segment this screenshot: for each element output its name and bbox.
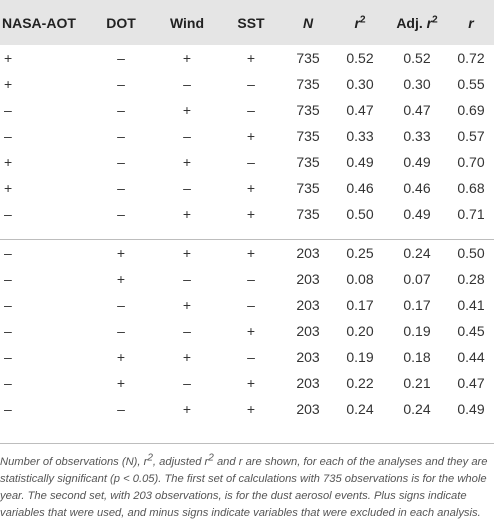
- cell-sst: +: [246, 375, 256, 391]
- cell-r-squared: 0.17: [346, 297, 374, 313]
- cell-n: 203: [296, 297, 320, 313]
- cell-sst: –: [247, 76, 255, 92]
- cell-r: 0.68: [457, 180, 485, 196]
- cell-n: 203: [296, 401, 320, 417]
- cell-wind: +: [182, 102, 192, 118]
- cell-r: 0.50: [448, 240, 494, 267]
- cell-r-squared: 0.33: [346, 128, 374, 144]
- cell-wind: +: [182, 401, 192, 417]
- cell-r-squared: 0.08: [346, 271, 374, 287]
- cell-r-squared: 0.52: [346, 50, 374, 66]
- header-adj-r-label: r: [426, 14, 433, 31]
- table-footnote: [0, 443, 494, 522]
- cell-wind: –: [183, 76, 191, 92]
- cell-nasa-aot: –: [4, 297, 12, 313]
- cell-wind: –: [183, 180, 191, 196]
- cell-wind: +: [182, 206, 192, 222]
- cell-adj-r-squared: 0.30: [403, 76, 431, 92]
- cell-sst: –: [247, 102, 255, 118]
- cell-wind: –: [183, 375, 191, 391]
- cell-wind: +: [182, 349, 192, 365]
- header-wind: Wind: [169, 14, 205, 31]
- cell-nasa-aot: +: [4, 154, 13, 170]
- cell-nasa-aot: +: [4, 76, 13, 92]
- cell-adj-r-squared: 0.47: [403, 102, 431, 118]
- cell-adj-r-squared: 0.49: [403, 154, 431, 170]
- cell-dot: –: [117, 401, 125, 417]
- cell-r-squared: 0.49: [346, 154, 374, 170]
- cell-sst: +: [246, 401, 256, 417]
- cell-dot: –: [117, 323, 125, 339]
- table-row: [0, 123, 494, 149]
- cell-adj-r-squared: 0.49: [403, 206, 431, 222]
- cell-wind: –: [183, 323, 191, 339]
- cell-n: 735: [296, 180, 320, 196]
- table-row: [0, 318, 494, 344]
- cell-sst: –: [247, 297, 255, 313]
- cell-wind: +: [154, 240, 220, 267]
- cell-wind: +: [182, 297, 192, 313]
- note-part-4: are shown, for each of the analyses and they are statistically significant (p < 0.05). The first set of calculations with 735 observations is for the whole year. The second set, with 203 observations, is for the dust aerosol events. Plus signs indicate variables that were used, and minus signs indicate variables that were excluded in each analysis.: [0, 456, 488, 519]
- cell-adj-r-squared: 0.21: [403, 375, 431, 391]
- table-row: [0, 396, 494, 422]
- header-dot: DOT: [106, 14, 136, 31]
- cell-n: 735: [296, 102, 320, 118]
- cell-dot: +: [116, 375, 126, 391]
- cell-dot: +: [116, 349, 126, 365]
- cell-adj-r-squared: 0.07: [403, 271, 431, 287]
- cell-dot: –: [117, 297, 125, 313]
- table-row: [0, 344, 494, 370]
- header-nasa-aot: NASA-AOT: [2, 14, 76, 31]
- table-row: [0, 370, 494, 396]
- cell-nasa-aot: –: [4, 102, 12, 118]
- cell-sst: +: [246, 180, 256, 196]
- cell-nasa-aot: –: [4, 323, 12, 339]
- cell-dot: +: [116, 271, 126, 287]
- cell-nasa-aot: –: [4, 206, 12, 222]
- note-part-3: and: [213, 456, 239, 468]
- cell-n: 735: [296, 50, 320, 66]
- group-spacer: [0, 227, 494, 240]
- cell-dot: –: [117, 50, 125, 66]
- cell-sst: +: [246, 323, 256, 339]
- cell-r: 0.70: [457, 154, 485, 170]
- cell-r-squared: 0.50: [346, 206, 374, 222]
- note-sup-2: 2: [208, 452, 214, 464]
- table-row: [0, 201, 494, 227]
- cell-nasa-aot: –: [4, 271, 12, 287]
- cell-dot: –: [117, 128, 125, 144]
- cell-r: 0.49: [457, 401, 485, 417]
- note-part-2: , adjusted: [152, 456, 205, 468]
- note-r-1: r: [143, 456, 148, 468]
- cell-adj-r-squared: 0.19: [403, 323, 431, 339]
- cell-nasa-aot: –: [4, 128, 12, 144]
- table-row: [0, 266, 494, 292]
- cell-n: 735: [296, 76, 320, 92]
- note-part-1: Number of observations (N),: [0, 456, 144, 468]
- cell-nasa-aot: –: [4, 401, 12, 417]
- cell-n: 735: [296, 206, 320, 222]
- table-row: [0, 292, 494, 318]
- cell-n: 203: [282, 240, 334, 267]
- table-header-row: [0, 0, 494, 45]
- header-r-squared-label: r: [354, 14, 360, 31]
- cell-r: 0.41: [457, 297, 485, 313]
- cell-r-squared: 0.47: [346, 102, 374, 118]
- cell-adj-r-squared: 0.33: [403, 128, 431, 144]
- cell-r: 0.44: [457, 349, 485, 365]
- header-adj-sup: 2: [432, 13, 438, 25]
- cell-dot: –: [117, 102, 125, 118]
- cell-dot: –: [117, 206, 125, 222]
- cell-n: 203: [296, 271, 320, 287]
- table-row: [0, 240, 494, 267]
- cell-adj-r-squared: 0.17: [403, 297, 431, 313]
- cell-dot: –: [117, 180, 125, 196]
- group-spacer-cell: [0, 227, 494, 240]
- table-row: [0, 97, 494, 123]
- cell-wind: –: [183, 128, 191, 144]
- note-r-3: r: [238, 456, 243, 468]
- cell-wind: –: [183, 271, 191, 287]
- cell-r-squared: 0.22: [346, 375, 374, 391]
- cell-r: 0.71: [457, 206, 485, 222]
- cell-r: 0.72: [457, 50, 485, 66]
- cell-sst: +: [246, 50, 256, 66]
- cell-adj-r-squared: 0.52: [403, 50, 431, 66]
- header-n-label: N: [302, 14, 314, 31]
- cell-sst: –: [247, 349, 255, 365]
- note-r-2: r: [204, 456, 209, 468]
- table-row: [0, 71, 494, 97]
- cell-n: 203: [296, 323, 320, 339]
- table-body: [0, 45, 494, 422]
- cell-nasa-aot: –: [4, 349, 12, 365]
- cell-r-squared: 0.24: [346, 401, 374, 417]
- cell-r: 0.47: [457, 375, 485, 391]
- cell-sst: +: [246, 128, 256, 144]
- header-r-squared: [334, 0, 386, 45]
- cell-wind: +: [182, 50, 192, 66]
- cell-wind: +: [182, 154, 192, 170]
- table-row: [0, 149, 494, 175]
- cell-adj-r-squared: 0.18: [403, 349, 431, 365]
- cell-adj-r-squared: 0.46: [403, 180, 431, 196]
- cell-r-squared: 0.19: [346, 349, 374, 365]
- header-r-label: r: [468, 14, 474, 31]
- header-adj-label: Adj.: [396, 14, 427, 31]
- cell-nasa-aot: +: [4, 180, 13, 196]
- header-n: [282, 0, 334, 45]
- table-row: [0, 175, 494, 201]
- note-sup-1: 2: [147, 452, 153, 464]
- cell-nasa-aot: +: [4, 50, 13, 66]
- cell-r: 0.69: [457, 102, 485, 118]
- cell-r: 0.28: [457, 271, 485, 287]
- cell-sst: –: [247, 154, 255, 170]
- header-adj-r-squared: [386, 0, 448, 45]
- header-r: [448, 0, 494, 45]
- cell-nasa-aot: –: [0, 240, 88, 267]
- cell-dot: +: [88, 240, 154, 267]
- cell-dot: –: [117, 76, 125, 92]
- cell-adj-r-squared: 0.24: [403, 401, 431, 417]
- header-sst: SST: [237, 14, 265, 31]
- cell-r: 0.57: [457, 128, 485, 144]
- cell-dot: –: [117, 154, 125, 170]
- cell-r: 0.55: [457, 76, 485, 92]
- table-row: [0, 45, 494, 71]
- cell-r-squared: 0.46: [346, 180, 374, 196]
- cell-sst: –: [247, 271, 255, 287]
- cell-n: 203: [296, 375, 320, 391]
- cell-r-squared: 0.20: [346, 323, 374, 339]
- cell-n: 735: [296, 128, 320, 144]
- cell-n: 203: [296, 349, 320, 365]
- cell-sst: +: [220, 240, 282, 267]
- cell-n: 735: [296, 154, 320, 170]
- cell-nasa-aot: –: [4, 375, 12, 391]
- cell-r-squared: 0.25: [334, 240, 386, 267]
- cell-r-squared: 0.30: [346, 76, 374, 92]
- cell-sst: +: [246, 206, 256, 222]
- header-r-squared-sup: 2: [359, 13, 366, 25]
- cell-r: 0.45: [457, 323, 485, 339]
- cell-adj-r-squared: 0.24: [386, 240, 448, 267]
